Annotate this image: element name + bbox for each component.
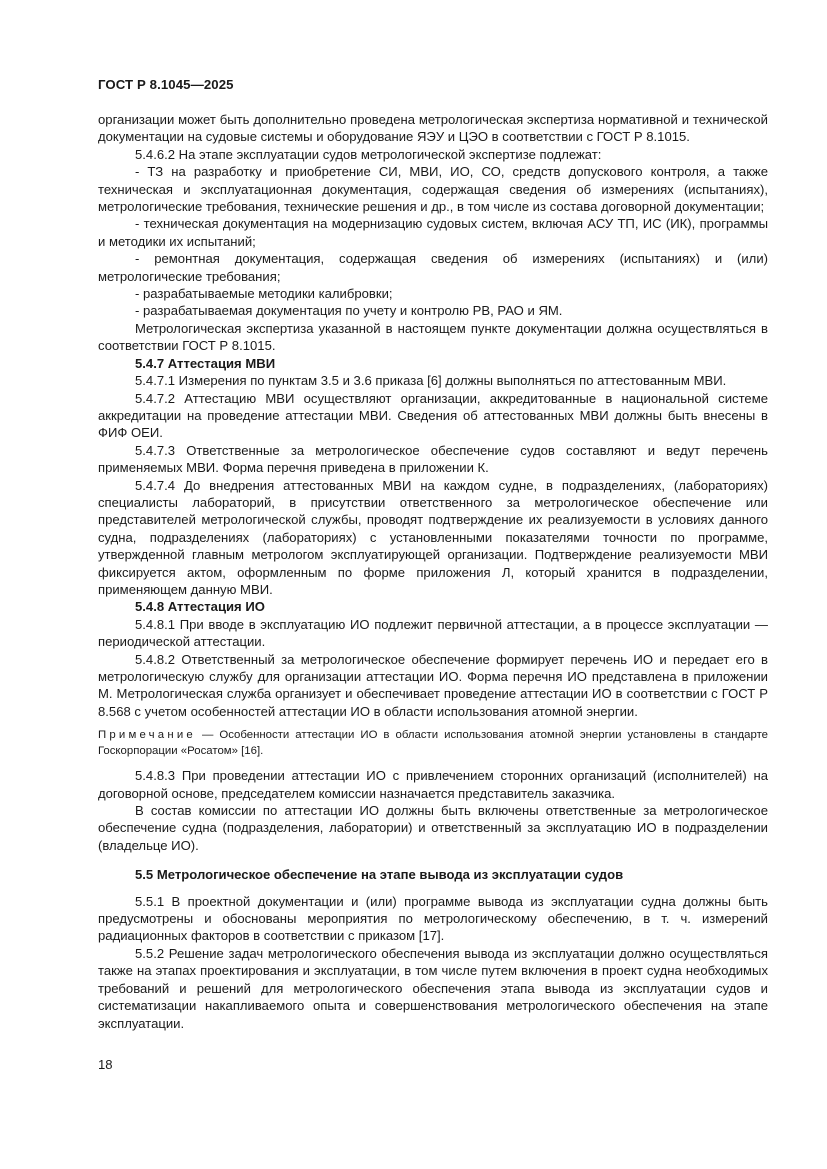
- paragraph: 5.5.1 В проектной документации и (или) программе вывода из эксплуатации судна должны быть предусмотрены и обоснованы мероприятия по метрологическому обеспечению, в т. ч. измерений радиационных факторов в соответствии с приказом [17].: [98, 893, 768, 944]
- paragraph: - разрабатываемая документация по учету и контролю РВ, РАО и ЯМ.: [135, 303, 563, 319]
- paragraph: 5.4.7.2 Аттестацию МВИ осуществляют организации, аккредитованные в национальной системе аккредитации на проведение аттестации МВИ. Сведения об аттестованных МВИ должны быть внесены в ФИФ ОЕИ.: [98, 390, 768, 441]
- paragraph: 5.4.8.3 При проведении аттестации ИО с привлечением сторонних организаций (исполнителей) на договорной основе, председателем комиссии назначается представитель заказчика.: [98, 768, 768, 801]
- section-heading: 5.5 Метрологическое обеспечение на этапе вывода из эксплуатации судов: [135, 867, 624, 883]
- paragraph: 5.4.7.1 Измерения по пунктам 3.5 и 3.6 приказа [6] должны выполняться по аттестованным МВИ.: [135, 373, 727, 389]
- page-number: 18: [98, 1057, 113, 1072]
- paragraph: 5.4.6.2 На этапе эксплуатации судов метрологической экспертизе подлежат:: [135, 146, 602, 162]
- paragraph: - техническая документация на модернизацию судовых систем, включая АСУ ТП, ИС (ИК), программы и методики их испытаний;: [98, 216, 768, 249]
- paragraph-group-3: [98, 893, 768, 1032]
- paragraph: В состав комиссии по аттестации ИО должны быть включены ответственные за метрологическое обеспечение судна (подразделения, лаборатории) и ответственный за эксплуатацию ИО в подразделении (владельце ИО).: [98, 803, 768, 853]
- paragraph: 5.5.2 Решение задач метрологического обеспечения вывода из эксплуатации должно осуществляться также на этапах проектирования и эксплуатации, в том числе путем включения в проект судна необходимых требований и решений для метрологического обеспечения этапа вывода из эксплуатации судов и систематизации накапливаемого опыта и совершенствования метрологического обеспечения на этапе эксплуатации.: [98, 945, 768, 1031]
- subsection-heading: 5.4.7 Аттестация МВИ: [135, 355, 276, 371]
- note-text: Особенности аттестации ИО в области использования атомной энергии установлены в стандарте Госкорпорации «Росатом» [16].: [98, 729, 768, 758]
- paragraph-group-2: [98, 767, 768, 854]
- note-dash: —: [195, 729, 220, 742]
- paragraph: Метрологическая экспертиза указанной в настоящем пункте документации должна осуществляться в соответствии ГОСТ Р 8.1015.: [98, 320, 768, 354]
- paragraph-group-1: [98, 111, 768, 720]
- paragraph: - ТЗ на разработку и приобретение СИ, МВИ, ИО, СО, средств допускового контроля, а также техническая и эксплуатационная документация, содержащая сведения об измерениях (испытаниях), метрологические требования, технические решения и др., в том числе из состава договорной документации;: [98, 164, 768, 215]
- paragraph: 5.4.8.1 При вводе в эксплуатацию ИО подлежит первичной аттестации, а в процессе эксплуатации — периодической аттестации.: [98, 616, 768, 650]
- paragraph: - разрабатываемые методики калибровки;: [135, 286, 393, 302]
- note: [98, 727, 768, 759]
- paragraph: - ремонтная документация, содержащая сведения об измерениях (испытаниях) и (или) метрологические требования;: [98, 251, 768, 284]
- paragraph: 5.4.7.3 Ответственные за метрологическое обеспечение судов составляют и ведут перечень применяемых МВИ. Форма перечня приведена в приложении К.: [98, 442, 768, 476]
- subsection-heading: 5.4.8 Аттестация ИО: [135, 599, 265, 615]
- note-label: Примечание: [98, 729, 196, 742]
- paragraph: 5.4.8.2 Ответственный за метрологическое обеспечение формирует перечень ИО и передает его в метрологическую службу для организации аттестации ИО. Форма перечня ИО представлена в приложении М. Метрологическая служба организует и обеспечивает проведение аттестации ИО в соответствии с ГОСТ Р 8.568 с учетом особенностей аттестации ИО в области использования атомной энергии.: [98, 651, 768, 719]
- paragraph: 5.4.7.4 До внедрения аттестованных МВИ на каждом судне, в подразделениях, (лабораториях) специалисты лабораторий, в присутствии ответственного за метрологическое обеспечение или представителей метрологической службы, проводят подтверждение их реализуемости в условиях данного судна, подразделениях (лабораториях) с установленными показателями точности по программе, утвержденной главным метрологом эксплуатирующей организации. Подтверждение реализуемости МВИ фиксируется актом, оформленным по форме приложения Л, который хранится в подразделении, применяющем данную МВИ.: [98, 477, 768, 597]
- document-body: [98, 111, 768, 1032]
- paragraph: организации может быть дополнительно проведена метрологическая экспертиза нормативной и технической документации на судовые системы и оборудование ЯЭУ и ЦЭО в соответствии с ГОСТ Р 8.1015.: [98, 112, 768, 145]
- document-header: ГОСТ Р 8.1045—2025: [98, 77, 234, 92]
